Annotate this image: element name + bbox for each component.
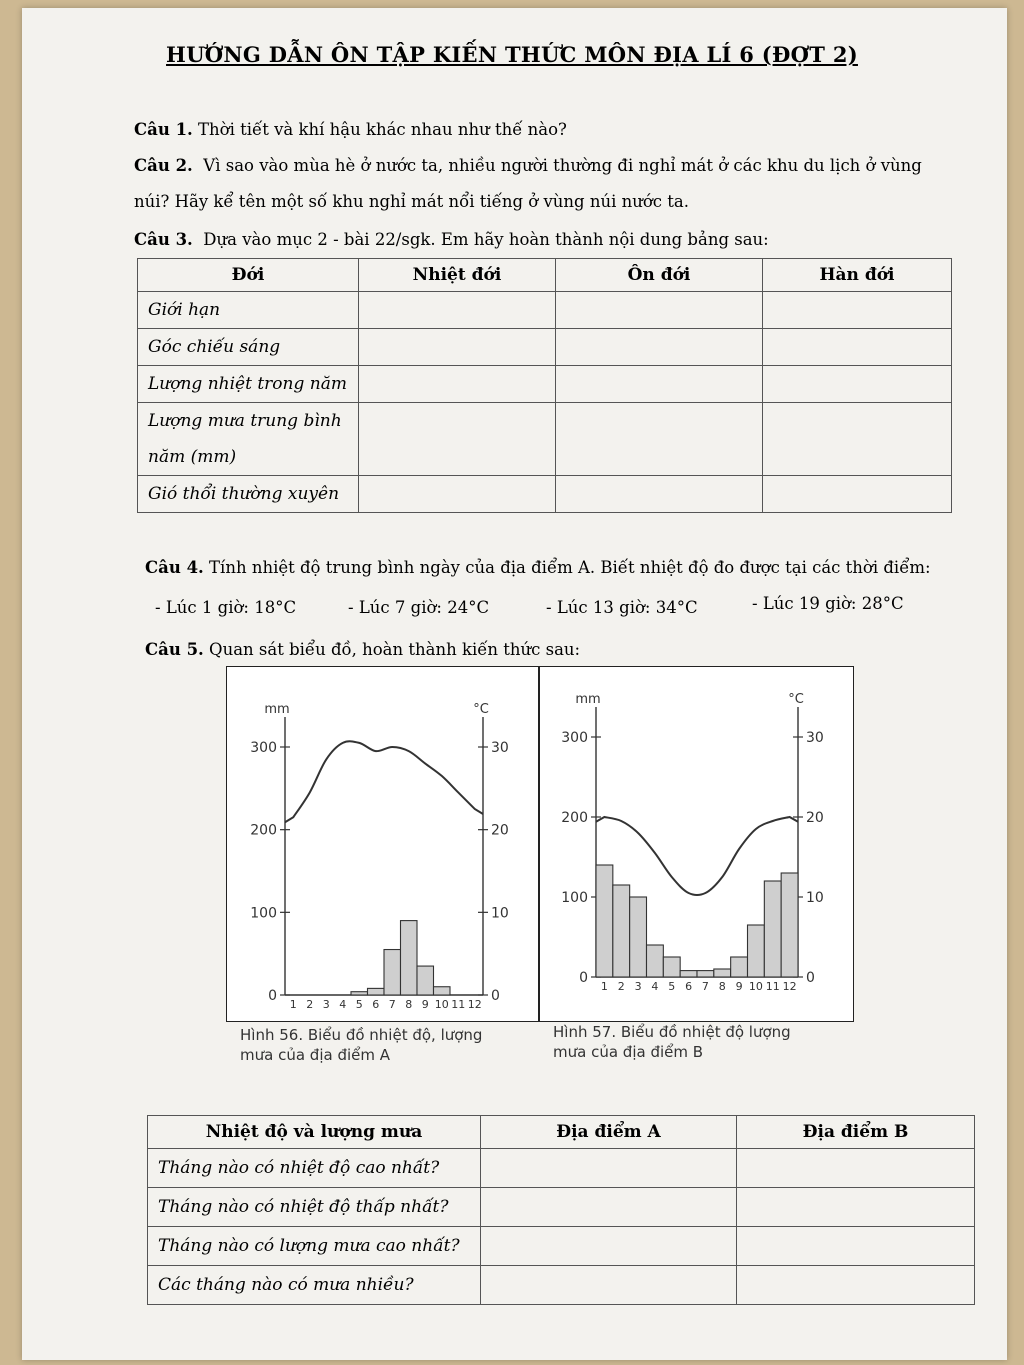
page-title: HƯỚNG DẪN ÔN TẬP KIẾN THỨC MÔN ĐỊA LÍ 6 (ĐỢT 2) <box>166 42 858 67</box>
month-label: 2 <box>617 980 625 993</box>
month-label: 10 <box>434 998 449 1011</box>
month-label: 4 <box>339 998 347 1011</box>
caption-line: Hình 57. Biểu đồ nhiệt độ lượng <box>553 1023 791 1041</box>
answer-cell[interactable] <box>359 476 556 513</box>
row-label: Tháng nào có lượng mưa cao nhất? <box>148 1227 481 1266</box>
caption-line: mưa của địa điểm B <box>553 1043 704 1061</box>
question-3 <box>134 230 769 250</box>
table-header: Địa điểm B <box>737 1116 975 1149</box>
caption-line: Hình 56. Biểu đồ nhiệt độ, lượng <box>240 1026 483 1044</box>
rain-bar <box>417 966 434 995</box>
right-tick-label: 20 <box>806 810 824 826</box>
table-header: Nhiệt độ và lượng mưa <box>148 1116 481 1149</box>
month-label: 12 <box>782 980 797 993</box>
row-label: Lượng nhiệt trong năm <box>138 366 359 403</box>
rain-bar <box>781 873 798 977</box>
table-row <box>138 403 952 476</box>
month-label: 6 <box>372 998 380 1011</box>
row-label: Các tháng nào có mưa nhiều? <box>148 1266 481 1305</box>
left-tick-label: 200 <box>561 810 588 826</box>
month-label: 9 <box>421 998 429 1011</box>
month-label: 7 <box>701 980 709 993</box>
row-label-line1: Lượng mưa trung bình <box>148 411 342 431</box>
left-tick-label: 100 <box>561 890 588 906</box>
row-label: Gió thổi thường xuyên <box>138 476 359 513</box>
table-header: Hàn đới <box>763 259 952 292</box>
rain-bar <box>613 885 630 977</box>
question-2-text: Vì sao vào mùa hè ở nước ta, nhiều người thường đi nghỉ mát ở các khu du lịch ở vùng <box>203 156 922 175</box>
q4-time-3: - Lúc 13 giờ: 34°C <box>546 598 698 617</box>
question-5 <box>145 640 580 660</box>
temperature-curve <box>285 741 483 822</box>
rain-bar <box>731 957 748 977</box>
table-row <box>148 1149 975 1188</box>
answer-cell[interactable] <box>737 1227 975 1266</box>
answer-cell[interactable] <box>359 292 556 329</box>
rain-bar <box>630 897 647 977</box>
right-tick-label: 20 <box>491 822 509 839</box>
rain-bar <box>434 987 451 995</box>
month-label: 11 <box>765 980 780 993</box>
table-row <box>148 1227 975 1266</box>
month-label: 11 <box>451 998 466 1011</box>
table-header: Nhiệt đới <box>359 259 556 292</box>
month-label: 7 <box>388 998 396 1011</box>
row-label: Giới hạn <box>138 292 359 329</box>
table-header: Địa điểm A <box>481 1116 737 1149</box>
question-3-label: Câu 3. <box>134 230 193 249</box>
left-tick-label: 300 <box>250 740 277 756</box>
answer-cell[interactable] <box>763 366 952 403</box>
table-header: Ôn đới <box>556 259 763 292</box>
table-row <box>148 1266 975 1305</box>
chart-a-caption <box>240 1025 482 1065</box>
answer-cell[interactable] <box>556 403 763 476</box>
left-tick-label: 200 <box>250 822 277 839</box>
question-1-label: Câu 1. <box>134 120 193 139</box>
question-5-text: Quan sát biểu đồ, hoàn thành kiến thức sau: <box>209 640 581 659</box>
rain-bar <box>748 925 765 977</box>
question-1-text: Thời tiết và khí hậu khác nhau như thế nào? <box>198 120 567 139</box>
answer-cell[interactable] <box>763 329 952 366</box>
q4-time-1: - Lúc 1 giờ: 18°C <box>155 598 297 617</box>
table-row <box>138 292 952 329</box>
left-tick-label: 0 <box>268 988 277 1004</box>
month-label: 4 <box>651 980 659 993</box>
question-2-continued: núi? Hãy kể tên một số khu nghỉ mát nổi tiếng ở vùng núi nước ta. <box>134 192 689 211</box>
month-label: 6 <box>685 980 693 993</box>
question-4-label: Câu 4. <box>145 558 204 577</box>
answer-cell[interactable] <box>556 292 763 329</box>
chart-divider <box>538 667 540 1021</box>
right-axis-unit: °C <box>788 692 804 707</box>
q4-time-4: - Lúc 19 giờ: 28°C <box>752 594 904 613</box>
right-tick-label: 30 <box>806 730 824 746</box>
month-label: 5 <box>668 980 676 993</box>
caption-line: mưa của địa điểm A <box>240 1046 390 1064</box>
right-axis-unit: °C <box>473 702 489 717</box>
rain-bar <box>401 921 418 995</box>
row-label <box>138 403 359 476</box>
answer-cell[interactable] <box>763 403 952 476</box>
left-axis-unit: mm <box>264 702 290 717</box>
question-3-text: Dựa vào mục 2 - bài 22/sgk. Em hãy hoàn thành nội dung bảng sau: <box>203 230 769 249</box>
answer-cell[interactable] <box>481 1266 737 1305</box>
rain-bar <box>368 988 385 995</box>
rain-bar <box>384 950 401 995</box>
answer-cell[interactable] <box>359 329 556 366</box>
rain-bar <box>764 881 781 977</box>
question-4 <box>145 558 931 578</box>
row-label: Tháng nào có nhiệt độ cao nhất? <box>148 1149 481 1188</box>
month-label: 9 <box>735 980 743 993</box>
right-tick-label: 30 <box>491 740 509 756</box>
month-label: 8 <box>405 998 413 1011</box>
q4-time-2: - Lúc 7 giờ: 24°C <box>348 598 490 617</box>
month-label: 2 <box>306 998 314 1011</box>
rain-bar <box>663 957 680 977</box>
table-header-row <box>148 1116 975 1149</box>
month-label: 1 <box>289 998 297 1011</box>
chart-a <box>227 667 537 1021</box>
month-label: 5 <box>355 998 363 1011</box>
chart-frame <box>226 666 854 1022</box>
climate-zone-table <box>137 258 952 513</box>
month-label: 8 <box>718 980 726 993</box>
answer-cell[interactable] <box>481 1188 737 1227</box>
answer-cell[interactable] <box>763 292 952 329</box>
right-tick-label: 0 <box>806 970 815 986</box>
rain-bar <box>680 971 697 977</box>
right-tick-label: 10 <box>491 905 509 922</box>
month-label: 3 <box>634 980 642 993</box>
rain-bar <box>647 945 664 977</box>
left-tick-label: 0 <box>579 970 588 986</box>
left-axis-unit: mm <box>575 692 601 707</box>
row-label: Góc chiếu sáng <box>138 329 359 366</box>
rain-bar <box>351 992 368 995</box>
right-tick-label: 10 <box>806 890 824 906</box>
table-row <box>138 329 952 366</box>
answer-cell[interactable] <box>556 366 763 403</box>
question-2 <box>134 156 922 176</box>
question-1 <box>134 120 567 140</box>
question-4-text: Tính nhiệt độ trung bình ngày của địa điểm A. Biết nhiệt độ đo được tại các thời điểm: <box>209 558 931 577</box>
answer-cell[interactable] <box>737 1266 975 1305</box>
month-label: 1 <box>600 980 608 993</box>
answer-cell[interactable] <box>359 403 556 476</box>
answer-cell[interactable] <box>763 476 952 513</box>
left-tick-label: 300 <box>561 730 588 746</box>
table-header: Đới <box>138 259 359 292</box>
table-header-row <box>138 259 952 292</box>
answer-cell[interactable] <box>737 1188 975 1227</box>
question-2-label: Câu 2. <box>134 156 193 175</box>
chart-b-caption <box>553 1022 791 1062</box>
row-label: Tháng nào có nhiệt độ thấp nhất? <box>148 1188 481 1227</box>
rain-bar <box>714 969 731 977</box>
rain-bar <box>697 971 714 977</box>
table-row <box>138 366 952 403</box>
row-label-line2: năm (mm) <box>148 447 237 467</box>
chart-answer-table <box>147 1115 975 1305</box>
answer-cell[interactable] <box>481 1149 737 1188</box>
answer-cell[interactable] <box>737 1149 975 1188</box>
rain-bar <box>596 865 613 977</box>
month-label: 12 <box>467 998 482 1011</box>
answer-cell[interactable] <box>556 329 763 366</box>
month-label: 3 <box>322 998 330 1011</box>
right-tick-label: 0 <box>491 988 500 1004</box>
answer-cell[interactable] <box>359 366 556 403</box>
answer-cell[interactable] <box>556 476 763 513</box>
table-row <box>148 1188 975 1227</box>
table-row <box>138 476 952 513</box>
answer-cell[interactable] <box>481 1227 737 1266</box>
question-5-label: Câu 5. <box>145 640 204 659</box>
chart-b <box>541 667 853 1021</box>
left-tick-label: 100 <box>250 905 277 922</box>
month-label: 10 <box>748 980 763 993</box>
